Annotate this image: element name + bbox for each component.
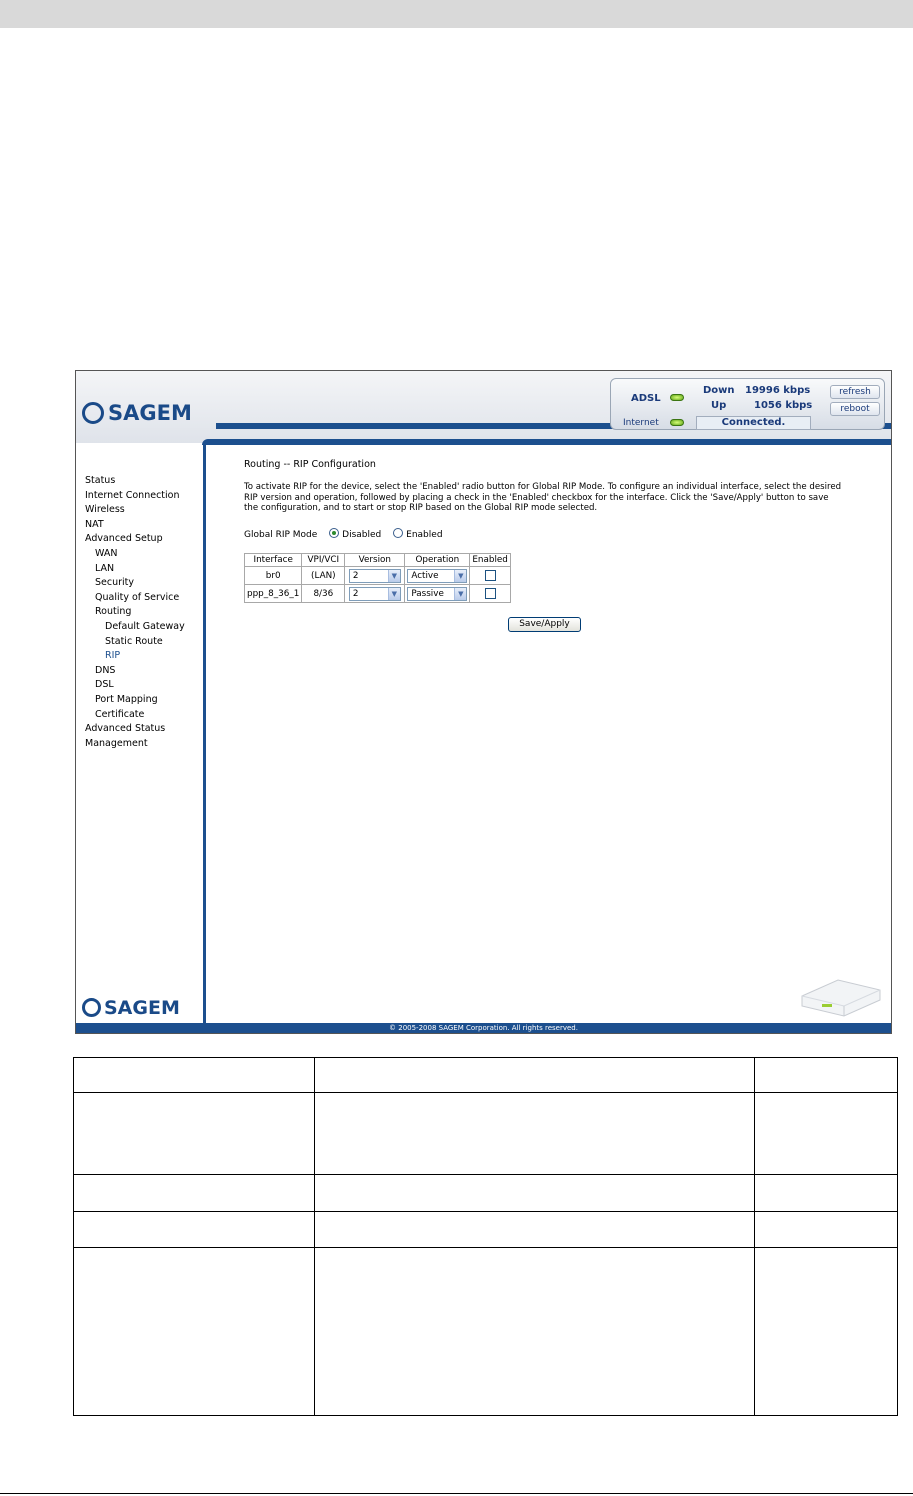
connection-status: Connected. [696, 416, 811, 430]
page-title: Routing -- RIP Configuration [244, 459, 376, 470]
internet-led-icon [670, 419, 684, 426]
radio-disabled-label: Disabled [342, 529, 382, 540]
brand-logo [82, 401, 192, 425]
brand-text: SAGEM [108, 401, 192, 425]
down-label: Down [703, 385, 735, 396]
col-operation: Operation [405, 554, 470, 567]
col-vpi-vci: VPI/VCI [302, 554, 345, 567]
chevron-down-icon: ▼ [454, 588, 466, 600]
sidebar-nav [85, 474, 205, 751]
col-enabled: Enabled [470, 554, 511, 567]
version-value: 2 [352, 588, 359, 599]
sidebar-item-static-route[interactable]: Static Route [105, 635, 163, 647]
sidebar-item-dns[interactable]: DNS [95, 664, 116, 676]
table-header-row [245, 554, 511, 567]
main-content [244, 459, 844, 629]
radio-enabled-label: Enabled [406, 529, 443, 540]
sidebar-item-wan[interactable]: WAN [95, 547, 118, 559]
version-select[interactable] [349, 587, 401, 601]
sidebar-logo [82, 997, 180, 1019]
interface-cell: ppp_8_36_1 [245, 585, 302, 603]
sidebar-item-advanced-setup[interactable]: Advanced Setup [85, 533, 163, 545]
down-rate: 19996 kbps [745, 385, 811, 396]
document-table [73, 1057, 899, 1417]
sidebar-item-management[interactable]: Management [85, 737, 148, 749]
adsl-label: ADSL [631, 393, 661, 404]
sidebar-item-default-gateway[interactable]: Default Gateway [105, 620, 185, 632]
vpi-vci-cell: 8/36 [302, 585, 345, 603]
operation-cell [405, 567, 470, 585]
header [76, 371, 891, 443]
operation-value: Passive [411, 588, 444, 599]
chevron-down-icon: ▼ [454, 570, 466, 582]
operation-select[interactable] [407, 587, 467, 601]
sidebar-item-wireless[interactable]: Wireless [85, 504, 125, 516]
up-rate: 1056 kbps [754, 400, 813, 411]
global-rip-label: Global RIP Mode [244, 529, 318, 540]
sagem-logo-icon [82, 998, 101, 1017]
interface-cell: br0 [245, 567, 302, 585]
save-apply-button[interactable]: Save/Apply [508, 617, 581, 632]
operation-cell [405, 585, 470, 603]
reboot-button[interactable]: reboot [830, 402, 880, 416]
operation-select[interactable] [407, 569, 467, 583]
sidebar-item-status[interactable]: Status [85, 475, 116, 486]
sidebar-item-internet-connection[interactable]: Internet Connection [85, 489, 180, 501]
chevron-down-icon: ▼ [388, 588, 400, 600]
page-description: To activate RIP for the device, select the 'Enabled' radio button for Global RIP Mode. To configure an individual interface, select the desired RIP version and operation, followed by placing a check in the 'Enabled' checkbox for the interface. Click the 'Save/Apply' button to save the configuration, and to start or stop RIP based on the Global RIP mode selected. [244, 482, 842, 513]
router-device-image [798, 976, 884, 1018]
sidebar-item-quality-of-service[interactable]: Quality of Service [95, 591, 180, 603]
sidebar-item-routing[interactable]: Routing [95, 606, 132, 618]
version-cell [345, 585, 405, 603]
table-row [245, 585, 511, 603]
sidebar-item-port-mapping[interactable]: Port Mapping [95, 693, 158, 705]
enabled-checkbox[interactable] [485, 588, 496, 599]
global-rip-mode [244, 528, 844, 540]
up-label: Up [711, 400, 727, 411]
radio-disabled[interactable] [329, 528, 339, 538]
vpi-vci-cell: (LAN) [302, 567, 345, 585]
col-version: Version [345, 554, 405, 567]
table-row [245, 567, 511, 585]
sidebar-item-dsl[interactable]: DSL [95, 679, 114, 691]
top-gray-band [0, 0, 913, 28]
radio-enabled[interactable] [393, 528, 403, 538]
enabled-checkbox[interactable] [485, 570, 496, 581]
internet-label: Internet [623, 418, 659, 428]
page-bottom-rule [0, 1493, 913, 1494]
enabled-cell [470, 567, 511, 585]
version-cell [345, 567, 405, 585]
router-web-ui [75, 370, 892, 1034]
enabled-cell [470, 585, 511, 603]
rip-interface-table [244, 553, 511, 603]
version-value: 2 [352, 570, 359, 581]
sidebar-item-nat[interactable]: NAT [85, 518, 104, 530]
content-top-border [202, 439, 891, 445]
refresh-button[interactable]: refresh [830, 385, 880, 399]
chevron-down-icon: ▼ [388, 570, 400, 582]
sidebar-item-security[interactable]: Security [95, 577, 135, 589]
operation-value: Active [411, 570, 439, 581]
col-interface: Interface [245, 554, 302, 567]
sidebar-item-certificate[interactable]: Certificate [95, 708, 145, 720]
version-select[interactable] [349, 569, 401, 583]
sagem-logo-icon [82, 402, 104, 424]
adsl-led-icon [670, 394, 684, 401]
copyright-footer: © 2005-2008 SAGEM Corporation. All rights reserved. [76, 1023, 891, 1033]
sidebar-item-advanced-status[interactable]: Advanced Status [85, 723, 166, 735]
sidebar-item-lan[interactable]: LAN [95, 562, 115, 574]
sidebar-brand-text: SAGEM [104, 997, 180, 1019]
sidebar-item-rip[interactable]: RIP [105, 650, 121, 662]
status-panel [610, 378, 885, 430]
